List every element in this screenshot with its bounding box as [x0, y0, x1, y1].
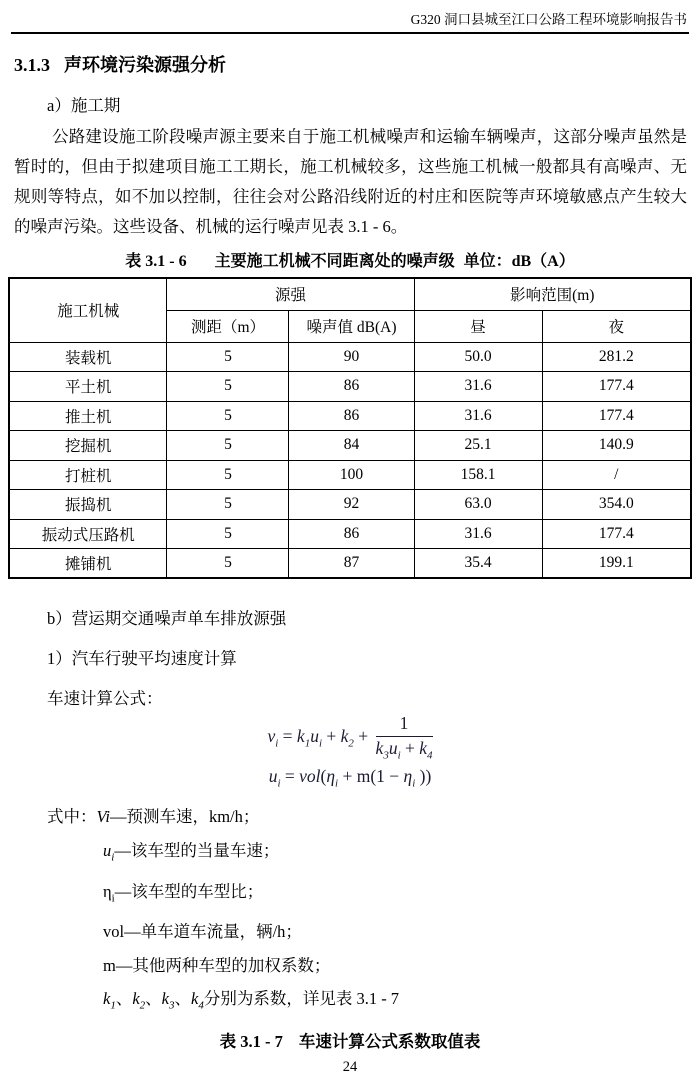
- header-title: G320 洞口县城至江口公路工程环境影响报告书: [410, 12, 687, 27]
- cell-noise: 86: [289, 372, 414, 402]
- col-header-distance: 测距（m）: [167, 310, 289, 342]
- cell-distance: 5: [167, 431, 289, 461]
- page-header: [11, 6, 689, 34]
- section-number: 3.1.3: [14, 55, 50, 75]
- definition-m: m—其他两种车型的加权系数；: [103, 955, 331, 975]
- definition-u: $u_i—$该车型的当量车速；: [103, 840, 280, 864]
- cell-machine: 推土机: [9, 401, 167, 431]
- cell-night: 177.4: [542, 519, 691, 549]
- section-heading: [14, 51, 700, 77]
- cell-night: 177.4: [542, 401, 691, 431]
- table-row: [9, 460, 691, 490]
- cell-day: 50.0: [414, 342, 542, 372]
- caption-unit: 单位：dB（A）: [463, 253, 575, 270]
- fraction: $\frac{1}{k_3u_i + k_4}$: [375, 713, 433, 762]
- cell-noise: 90: [289, 342, 414, 372]
- table-3-1-6-caption: [0, 248, 700, 271]
- table-row: [9, 401, 691, 431]
- cell-distance: 5: [167, 342, 289, 372]
- cell-night: 354.0: [542, 490, 691, 520]
- cell-machine: 平土机: [9, 372, 167, 402]
- definition-v: 式中：Vi—预测车速，km/h；: [47, 807, 260, 827]
- cell-distance: 5: [167, 519, 289, 549]
- definition-k: $k_1$、$k_2$、$k_3$、$k_4$分别为系数，详见表 3.1 - 7: [103, 989, 400, 1012]
- variable-definitions: [47, 800, 700, 1023]
- formula-vi: $v_i = k_1u_i + k_2$ + $\frac{1}{k_3u_i + k_4}$: [267, 713, 433, 762]
- machinery-noise-table: [8, 277, 692, 579]
- cell-distance: 5: [167, 549, 289, 579]
- cell-noise: 100: [289, 460, 414, 490]
- definition-vol: vol—单车道车流量，辆/h；: [103, 922, 302, 942]
- subsection-b: b）营运期交通噪声单车排放源强: [47, 609, 287, 628]
- subsection-a: a）施工期: [47, 96, 121, 115]
- col-header-day: 昼: [414, 310, 542, 342]
- table-3-1-7-caption: [0, 1028, 700, 1052]
- section-title: 声环境污染源强分析: [64, 55, 226, 75]
- table-row: [9, 490, 691, 520]
- table-row: [9, 431, 691, 461]
- definition-eta: $\eta_i—$该车型的车型比；: [103, 881, 264, 904]
- col-header-machine: 施工机械: [9, 278, 167, 342]
- cell-distance: 5: [167, 460, 289, 490]
- cell-day: 31.6: [414, 401, 542, 431]
- cell-distance: 5: [167, 372, 289, 402]
- caption-title: 主要施工机械不同距离处的噪声级: [214, 253, 455, 270]
- table-row: [9, 519, 691, 549]
- cell-noise: 86: [289, 401, 414, 431]
- cell-machine: 摊铺机: [9, 549, 167, 579]
- cell-distance: 5: [167, 401, 289, 431]
- table-row: [9, 342, 691, 372]
- cell-night: 199.1: [542, 549, 691, 579]
- cell-day: 158.1: [414, 460, 542, 490]
- cell-machine: 振捣机: [9, 490, 167, 520]
- cell-day: 63.0: [414, 490, 542, 520]
- cell-noise: 87: [289, 549, 414, 579]
- cell-machine: 振动式压路机: [9, 519, 167, 549]
- cell-day: 35.4: [414, 549, 542, 579]
- page-number: 24: [342, 1059, 358, 1075]
- caption-label: 表 3.1 - 7: [219, 1032, 283, 1052]
- cell-distance: 5: [167, 490, 289, 520]
- speed-formulas: [0, 713, 700, 791]
- caption-label: 表 3.1 - 6: [125, 253, 187, 270]
- cell-night: 140.9: [542, 431, 691, 461]
- cell-night: 177.4: [542, 372, 691, 402]
- subsection-1: 1）汽车行驶平均速度计算: [47, 649, 237, 668]
- table-row: [9, 549, 691, 579]
- col-header-noise: 噪声值 dB(A): [289, 310, 414, 342]
- col-header-source: 源强: [167, 278, 414, 310]
- cell-machine: 打桩机: [9, 460, 167, 490]
- cell-day: 31.6: [414, 372, 542, 402]
- formula-intro: 车速计算公式：: [47, 689, 163, 708]
- cell-noise: 92: [289, 490, 414, 520]
- cell-machine: 装载机: [9, 342, 167, 372]
- formula-ui: $u_i = vol(\eta_i + m(1 - \eta_i$ )): [268, 766, 432, 790]
- cell-machine: 挖掘机: [9, 431, 167, 461]
- construction-noise-paragraph: 公路建设施工阶段噪声源主要来自于施工机械噪声和运输车辆噪声，这部分噪声虽然是暂时的，但由于拟建项目施工工期长，施工机械较多，这些施工机械一般都具有高噪声、无规则等特点，如不加以控制，往往会对公路沿线附近的村庄和医院等声环境敏感点产生较大的噪声污染。这些设备、机械的运行噪声见表 3.1 - 6。: [14, 127, 687, 236]
- cell-day: 25.1: [414, 431, 542, 461]
- caption-title: 车速计算公式系数取值表: [298, 1032, 481, 1052]
- table-header-row-1: [9, 278, 691, 310]
- cell-day: 31.6: [414, 519, 542, 549]
- cell-night: 281.2: [542, 342, 691, 372]
- col-header-range: 影响范围(m): [414, 278, 691, 310]
- col-header-night: 夜: [542, 310, 691, 342]
- table-row: [9, 372, 691, 402]
- cell-noise: 86: [289, 519, 414, 549]
- cell-noise: 84: [289, 431, 414, 461]
- cell-night: /: [542, 460, 691, 490]
